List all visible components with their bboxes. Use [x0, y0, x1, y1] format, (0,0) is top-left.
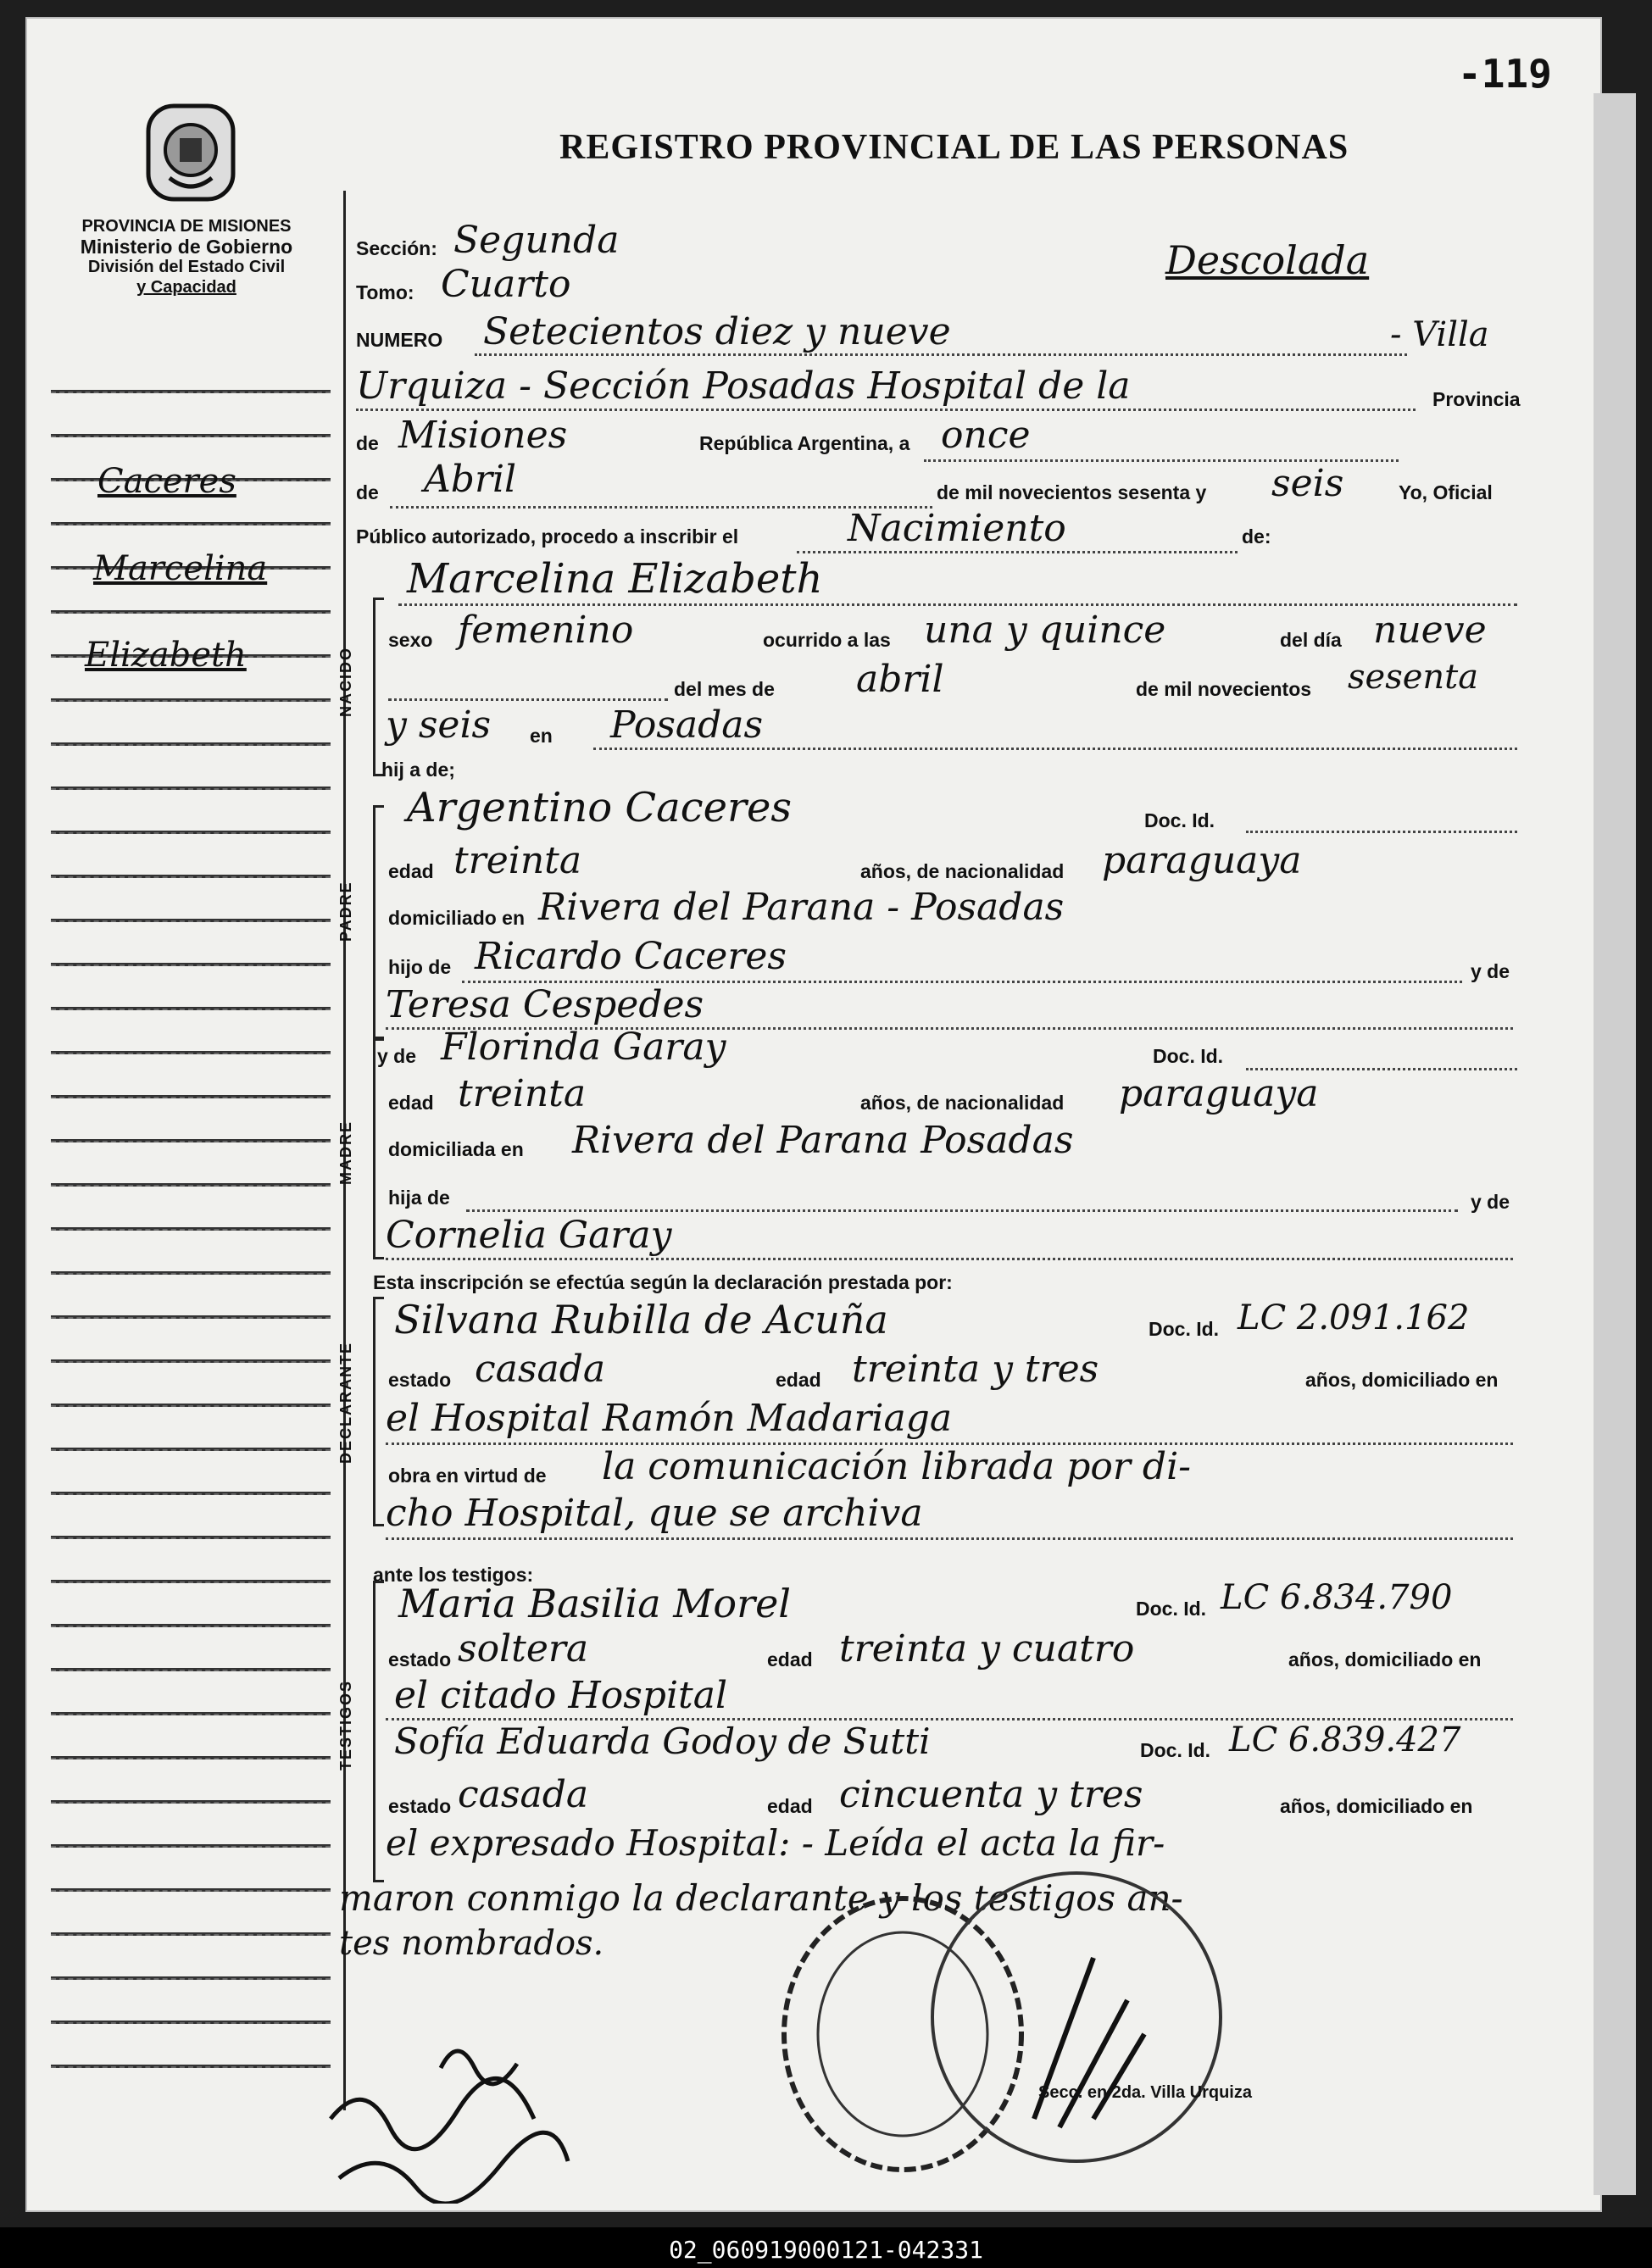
testigo1-doc-label: Doc. Id. — [1136, 1598, 1207, 1620]
padre-de: Ricardo Caceres — [475, 935, 787, 978]
agency-division: División del Estado Civil — [87, 258, 286, 276]
agency-capacity: y Capacidad — [136, 278, 236, 297]
declarante-brace — [373, 1297, 384, 1526]
margin-rule — [51, 390, 331, 393]
hora-value: una y quince — [924, 609, 1166, 652]
margin-rule — [51, 1668, 331, 1671]
declarante-dom-label: años, domiciliado en — [1305, 1369, 1499, 1391]
margin-rule — [51, 742, 331, 746]
padre-nombre: Argentino Caceres — [407, 784, 792, 831]
signatures-left — [314, 2017, 585, 2204]
numero-tail: - Villa — [1390, 315, 1489, 354]
testigo1-edad: treinta y cuatro — [839, 1627, 1135, 1670]
tomo-value: Cuarto — [441, 263, 571, 306]
mes-nac-value: abril — [856, 658, 944, 701]
margin-rule — [51, 522, 331, 525]
registry-stamp — [924, 1865, 1229, 2170]
margin-rule — [51, 1800, 331, 1804]
declarante-edad-label: edad — [776, 1369, 821, 1391]
padre-madre-de: Teresa Cespedes — [386, 983, 704, 1026]
testigo2-doc-label: Doc. Id. — [1140, 1739, 1211, 1761]
margin-rule — [51, 831, 331, 834]
testigo1-estado-label: estado — [388, 1648, 452, 1670]
obra-value: la comunicación librada por di- — [602, 1445, 1192, 1488]
footer-id: 02_060919000121-042331 — [669, 2236, 983, 2264]
testigo2-edad: cincuenta y tres — [839, 1773, 1143, 1816]
provincia-value: Misiones — [398, 414, 568, 457]
madre-edad: treinta — [458, 1072, 587, 1115]
margin-rule — [51, 1932, 331, 1936]
padre-dom-label: domiciliado en — [388, 907, 526, 929]
margin-rule — [51, 1888, 331, 1892]
locality-line: Urquiza - Sección Posadas Hospital de la — [356, 364, 1131, 408]
margin-rule — [51, 1183, 331, 1187]
testigo1-estado: soltera — [458, 1627, 589, 1670]
margin-rule — [51, 919, 331, 922]
oficial-label: Yo, Oficial — [1399, 481, 1493, 503]
madre-nac-label: años, de nacionalidad — [860, 1092, 1065, 1114]
margin-rule — [51, 1844, 331, 1848]
madre-brace — [373, 1038, 384, 1259]
page-number: -119 — [1458, 51, 1552, 97]
margin-rule — [51, 1492, 331, 1495]
declarante-doc-label: Doc. Id. — [1149, 1318, 1220, 1340]
declaracion-intro: Esta inscripción se efectúa según la declaración prestada por: — [373, 1271, 953, 1293]
margin-rule — [51, 1404, 331, 1407]
margin-rule — [51, 1095, 331, 1098]
margin-rule — [51, 1624, 331, 1627]
agency-ministry: Ministerio de Gobierno — [80, 236, 293, 258]
nacido-brace — [373, 598, 384, 776]
de2-label: de — [356, 481, 379, 503]
mes-value: Abril — [424, 458, 517, 501]
testigo1-domicilio: el citado Hospital — [394, 1674, 728, 1717]
madre-hija-label: hija de — [388, 1187, 450, 1209]
de-label: de — [356, 432, 379, 454]
declarante-edad: treinta y tres — [852, 1348, 1099, 1391]
testigo2-estado-label: estado — [388, 1795, 452, 1817]
declarante-domicilio: el Hospital Ramón Madariaga — [386, 1397, 953, 1440]
agency-province: PROVINCIA DE MISIONES — [81, 217, 292, 236]
madre-domicilio: Rivera del Parana Posadas — [572, 1119, 1074, 1162]
page-edge — [1594, 93, 1636, 2195]
provincia-label: Provincia — [1432, 388, 1521, 410]
provincial-crest-icon — [136, 97, 246, 208]
sexo-value: femenino — [458, 609, 634, 652]
margin-middle-name: Elizabeth — [85, 636, 247, 675]
declarante-doc: LC 2.091.162 — [1238, 1298, 1470, 1337]
agency-block — [47, 216, 326, 297]
margin-rule — [51, 1227, 331, 1231]
margin-rule — [51, 1359, 331, 1363]
margin-rule — [51, 698, 331, 702]
en-label: en — [530, 725, 553, 747]
padre-nacionalidad: paraguaya — [1102, 839, 1302, 882]
madre-edad-label: edad — [388, 1092, 434, 1114]
madre-yde-label: y de — [377, 1045, 417, 1067]
testigo2-nombre: Sofía Eduarda Godoy de Sutti — [394, 1720, 931, 1762]
margin-rule — [51, 610, 331, 614]
testigo1-edad-label: edad — [767, 1648, 813, 1670]
stamp-text: Secc. en 2da. Villa Urquiza — [1038, 2083, 1252, 2102]
testigos-intro: ante los testigos: — [373, 1564, 534, 1586]
cierre-line-1: maron conmigo la declarante y los testigos an- — [339, 1877, 1183, 1919]
madre-nacionalidad: paraguaya — [1119, 1072, 1319, 1115]
mes-nac-label: del mes de — [674, 678, 775, 700]
anio-nac-value: sesenta — [1348, 658, 1479, 697]
madre-madre-de: Cornelia Garay — [386, 1214, 672, 1257]
sexo-label: sexo — [388, 629, 433, 651]
anio-value: seis — [1271, 462, 1344, 505]
publico-label: Público autorizado, procedo a inscribir el — [356, 525, 739, 548]
obra-label: obra en virtud de — [388, 1465, 547, 1487]
declarante-nombre: Silvana Rubilla de Acuña — [394, 1297, 888, 1342]
numero-label: NUMERO — [356, 329, 443, 351]
obra-line-2 — [386, 1536, 1513, 1540]
padre-doc-label: Doc. Id. — [1144, 809, 1215, 831]
madre-dom-label: domiciliada en — [388, 1138, 524, 1160]
dia-value: once — [941, 414, 1031, 457]
footer-bar — [0, 2227, 1652, 2268]
de3-label: de: — [1242, 525, 1271, 548]
testigo2-dom-label: años, domiciliado en — [1280, 1795, 1473, 1817]
testigo1-doc: LC 6.834.790 — [1221, 1578, 1453, 1617]
republica-label: República Argentina, a — [699, 432, 910, 454]
tomo-label: Tomo: — [356, 281, 414, 303]
numero-value: Setecientos diez y nueve — [483, 310, 951, 353]
margin-rule — [51, 1448, 331, 1451]
madre-hija-line — [466, 1208, 1458, 1212]
lugar-line — [593, 746, 1517, 750]
madre-madre-line — [386, 1256, 1513, 1260]
padre-doc-line — [1246, 829, 1517, 833]
corner-annotation: Descolada — [1165, 237, 1370, 283]
madre-nombre: Florinda Garay — [441, 1026, 726, 1069]
margin-rule — [51, 2065, 331, 2068]
testigos-side-label: TESTIGOS — [337, 1679, 354, 1770]
lugar-value: Posadas — [610, 703, 764, 747]
obra-value-2: cho Hospital, que se archiva — [386, 1492, 923, 1535]
padre-hijo-label: hijo de — [388, 956, 452, 978]
cierre-line-2: tes nombrados. — [339, 1924, 604, 1963]
anio-nac-value2: y seis — [386, 703, 492, 747]
nac-line-a — [388, 697, 668, 701]
margin-rule — [51, 1271, 331, 1275]
padre-nac-label: años, de nacionalidad — [860, 860, 1065, 882]
testigo1-dom-label: años, domiciliado en — [1288, 1648, 1482, 1670]
margin-rule — [51, 963, 331, 966]
margin-rule — [51, 1007, 331, 1010]
document-title: REGISTRO PROVINCIAL DE LAS PERSONAS — [559, 128, 1349, 167]
testigo2-estado: casada — [458, 1773, 589, 1816]
registrant-name: Marcelina Elizabeth — [407, 555, 823, 603]
margin-surname: Caceres — [97, 462, 236, 501]
declarante-estado: casada — [475, 1348, 606, 1391]
margin-rule — [51, 1051, 331, 1054]
ocurrido-label: ocurrido a las — [763, 629, 891, 651]
padre-edad-label: edad — [388, 860, 434, 882]
madre-doc-line — [1246, 1066, 1517, 1070]
padre-domicilio: Rivera del Parana - Posadas — [538, 886, 1065, 929]
anio-label: de mil novecientos sesenta y — [937, 481, 1207, 503]
padre-edad: treinta — [453, 839, 582, 882]
padre-side-label: PADRE — [337, 881, 354, 942]
margin-rule — [51, 1139, 331, 1142]
nacido-side-label: NACIDO — [337, 647, 354, 718]
hijo-label: hij a de; — [381, 759, 455, 781]
seccion-value: Segunda — [453, 219, 620, 262]
margin-rule — [51, 787, 331, 790]
declarante-side-label: DECLARANTE — [337, 1342, 354, 1464]
margin-rule — [51, 1712, 331, 1715]
testigo2-edad-label: edad — [767, 1795, 813, 1817]
name-line — [398, 602, 1517, 606]
margin-rule — [51, 1756, 331, 1759]
margin-rule — [51, 2021, 331, 2024]
del-dia-label: del día — [1280, 629, 1342, 651]
margin-rule — [51, 1976, 331, 1980]
padre-brace — [373, 805, 384, 1039]
declarante-estado-label: estado — [388, 1369, 452, 1391]
acto-value: Nacimiento — [848, 507, 1066, 550]
padre-yde-label: y de — [1471, 960, 1510, 982]
locality-dotline — [356, 407, 1416, 411]
testigos-brace — [373, 1581, 384, 1882]
seccion-label: Sección: — [356, 237, 437, 259]
dia-nac-value: nueve — [1373, 609, 1487, 652]
acto-line — [797, 549, 1238, 553]
testigo1-nombre: Maria Basilia Morel — [398, 1581, 792, 1626]
margin-rule — [51, 1536, 331, 1539]
numero-line — [475, 352, 1407, 356]
margin-first-name: Marcelina — [93, 549, 268, 588]
madre-doc-label: Doc. Id. — [1153, 1045, 1224, 1067]
margin-rule — [51, 875, 331, 878]
margin-rule — [51, 1580, 331, 1583]
testigo2-doc: LC 6.839.427 — [1229, 1720, 1461, 1759]
madre-side-label: MADRE — [337, 1120, 354, 1185]
margin-rule — [51, 434, 331, 437]
madre-yde2-label: y de — [1471, 1191, 1510, 1213]
anio-nac-label: de mil novecientos — [1136, 678, 1312, 700]
margin-rule — [51, 1315, 331, 1319]
testigo2-domicilio: el expresado Hospital: - Leída el acta la fir- — [386, 1822, 1165, 1864]
